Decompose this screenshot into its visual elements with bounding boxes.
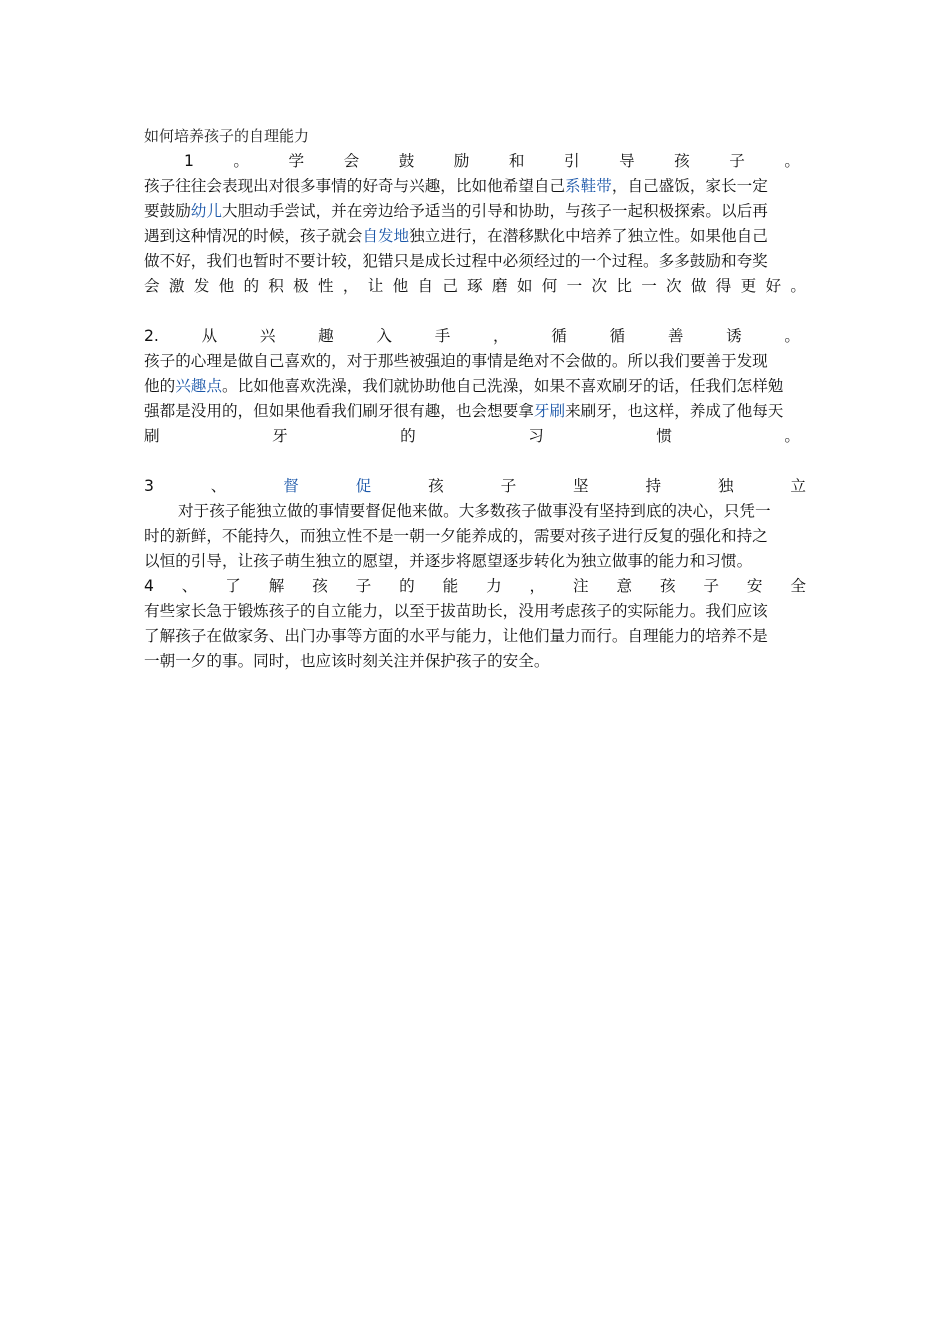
char: 积: [268, 277, 284, 295]
char: 一: [566, 277, 583, 295]
char: 子: [703, 577, 720, 595]
char: 、: [210, 477, 227, 495]
char: 孩: [659, 577, 676, 595]
link-char[interactable]: 督: [283, 477, 299, 495]
char: 持: [645, 477, 662, 495]
char: 让: [367, 277, 384, 295]
char: 励: [453, 152, 470, 170]
link-youer[interactable]: 幼儿: [190, 202, 222, 220]
char: 。: [784, 427, 800, 445]
char: 激: [168, 277, 185, 295]
s3-heading: [144, 474, 806, 499]
char: 次: [591, 277, 608, 295]
char: 琢: [467, 277, 483, 295]
document-body: [144, 124, 806, 674]
char: ，: [492, 327, 509, 345]
s2-line-2: [144, 374, 806, 399]
text: 大胆动手尝试，并在旁边给予适当的引导和协助，与孩子一起积极探索。以后再: [222, 202, 768, 220]
char: 意: [616, 577, 633, 595]
char: 做: [690, 277, 707, 295]
char: 。: [233, 152, 250, 170]
s1-line-5: [144, 274, 806, 299]
text: ，自己盛饭，家长一定: [611, 177, 768, 195]
char: 、: [181, 577, 198, 595]
char: 诱: [726, 327, 742, 345]
s1-line-1: [144, 174, 806, 199]
char: 好: [765, 277, 782, 295]
char: ，: [529, 577, 546, 595]
s3-line-3: 以恒的引导，让孩子萌生独立的愿望，并逐步将愿望逐步转化为独立做事的能力和习惯。: [144, 552, 753, 570]
char: 子: [729, 152, 745, 170]
char: 惯: [656, 427, 672, 445]
char: 解: [268, 577, 285, 595]
char: 从: [201, 327, 218, 345]
char: 习: [528, 427, 544, 445]
link-xingqudian[interactable]: 兴趣点: [175, 377, 222, 395]
s2-line-3: [144, 399, 806, 424]
link-char[interactable]: 促: [355, 477, 372, 495]
char: 发: [193, 277, 210, 295]
link-yashua[interactable]: 牙刷: [533, 402, 566, 420]
char: 孩: [312, 577, 328, 595]
char: 自: [417, 277, 434, 295]
char: 坚: [573, 477, 589, 495]
text: 要鼓励: [144, 202, 191, 220]
char: 力: [486, 577, 502, 595]
char: 全: [790, 577, 806, 595]
char: 。: [784, 152, 800, 170]
char: 磨: [492, 277, 508, 295]
char: 得: [715, 277, 732, 295]
char: 极: [293, 277, 309, 295]
char: 独: [717, 477, 734, 495]
char: 孩: [428, 477, 444, 495]
char: 。: [790, 277, 806, 295]
char: 比: [616, 277, 632, 295]
s2-line-4: [144, 424, 806, 449]
char: 鼓: [398, 152, 415, 170]
char: 他: [218, 277, 235, 295]
char: 更: [740, 277, 757, 295]
text: 强都是没用的，但如果他看我们刷牙很有趣，也会想要拿: [144, 402, 534, 420]
s1-line-4: 做不好，我们也暂时不要计较，犯错只是成长过程中必须经过的一个过程。多多鼓励和夸奖: [144, 252, 768, 270]
char: 入: [376, 327, 393, 345]
s3-line-2: 时的新鲜，不能持久，而独立性不是一朝一夕能养成的，需要对孩子进行反复的强化和持之: [144, 527, 768, 545]
char: 循: [551, 327, 567, 345]
char: 会: [144, 277, 160, 295]
s1-line-3: [144, 224, 806, 249]
char: 刷: [144, 427, 160, 445]
char: 1: [184, 152, 194, 170]
char: 了: [225, 577, 241, 595]
s3-line-1: 对于孩子能独立做的事情要督促他来做。大多数孩子做事没有坚持到底的决心，只凭一: [178, 502, 771, 520]
char: 学: [288, 152, 305, 170]
char: 注: [573, 577, 589, 595]
char: 善: [667, 327, 684, 345]
s2-heading: [144, 324, 806, 349]
char: 一: [641, 277, 657, 295]
char: 何: [541, 277, 558, 295]
text: 遇到这种情况的时候，孩子就会: [144, 227, 363, 245]
char: 会: [343, 152, 360, 170]
char: 孩: [674, 152, 690, 170]
char: 和: [508, 152, 525, 170]
char: 安: [746, 577, 763, 595]
char: 的: [243, 277, 260, 295]
char: 他: [392, 277, 409, 295]
link-zifadi[interactable]: 自发地: [362, 227, 410, 245]
char: 能: [442, 577, 459, 595]
char: 的: [400, 427, 416, 445]
char: 趣: [318, 327, 334, 345]
spacer: [144, 299, 806, 324]
char: 次: [666, 277, 682, 295]
char: 4: [144, 577, 154, 595]
char: 的: [399, 577, 415, 595]
document-title: 如何培养孩子的自理能力: [144, 127, 310, 145]
spacer: [144, 449, 806, 474]
char: ，: [342, 277, 359, 295]
char: 兴: [259, 327, 276, 345]
char: 3: [144, 477, 154, 495]
char: 性: [318, 277, 334, 295]
char: 引: [563, 152, 580, 170]
text: 来刷牙，也这样，养成了他每天: [565, 402, 784, 420]
text: 他的: [144, 377, 176, 395]
s4-line-2: 了解孩子在做家务、出门办事等方面的水平与能力，让他们量力而行。自理能力的培养不是: [144, 627, 768, 645]
char: 己: [442, 277, 458, 295]
text: 。比如他喜欢洗澡，我们就协助他自己洗澡，如果不喜欢刷牙的话，任我们怎样勉: [222, 377, 784, 395]
link-xiexiedai[interactable]: 系鞋带: [565, 177, 612, 195]
char: 子: [355, 577, 372, 595]
s4-heading: [144, 574, 806, 599]
s1-heading: [144, 149, 806, 174]
text: 孩子往往会表现出对很多事情的好奇与兴趣，比如他希望自己: [144, 177, 566, 195]
char: 手: [434, 327, 451, 345]
char: 循: [609, 327, 626, 345]
s1-line-2: [144, 199, 806, 224]
char: 导: [619, 152, 635, 170]
s4-line-1: 有些家长急于锻炼孩子的自立能力，以至于拔苗助长，没用考虑孩子的实际能力。我们应该: [144, 602, 768, 620]
char: 子: [500, 477, 517, 495]
char: 。: [784, 327, 800, 345]
s4-line-3: 一朝一夕的事。同时，也应该时刻关注并保护孩子的安全。: [144, 652, 550, 670]
s2-line-1: 孩子的心理是做自己喜欢的，对于那些被强迫的事情是绝对不会做的。所以我们要善于发现: [144, 352, 768, 370]
char: 立: [790, 477, 806, 495]
char: 如: [516, 277, 533, 295]
char: 2.: [144, 327, 159, 345]
text: 独立进行，在潜移默化中培养了独立性。如果他自己: [409, 227, 768, 245]
char: 牙: [272, 427, 288, 445]
